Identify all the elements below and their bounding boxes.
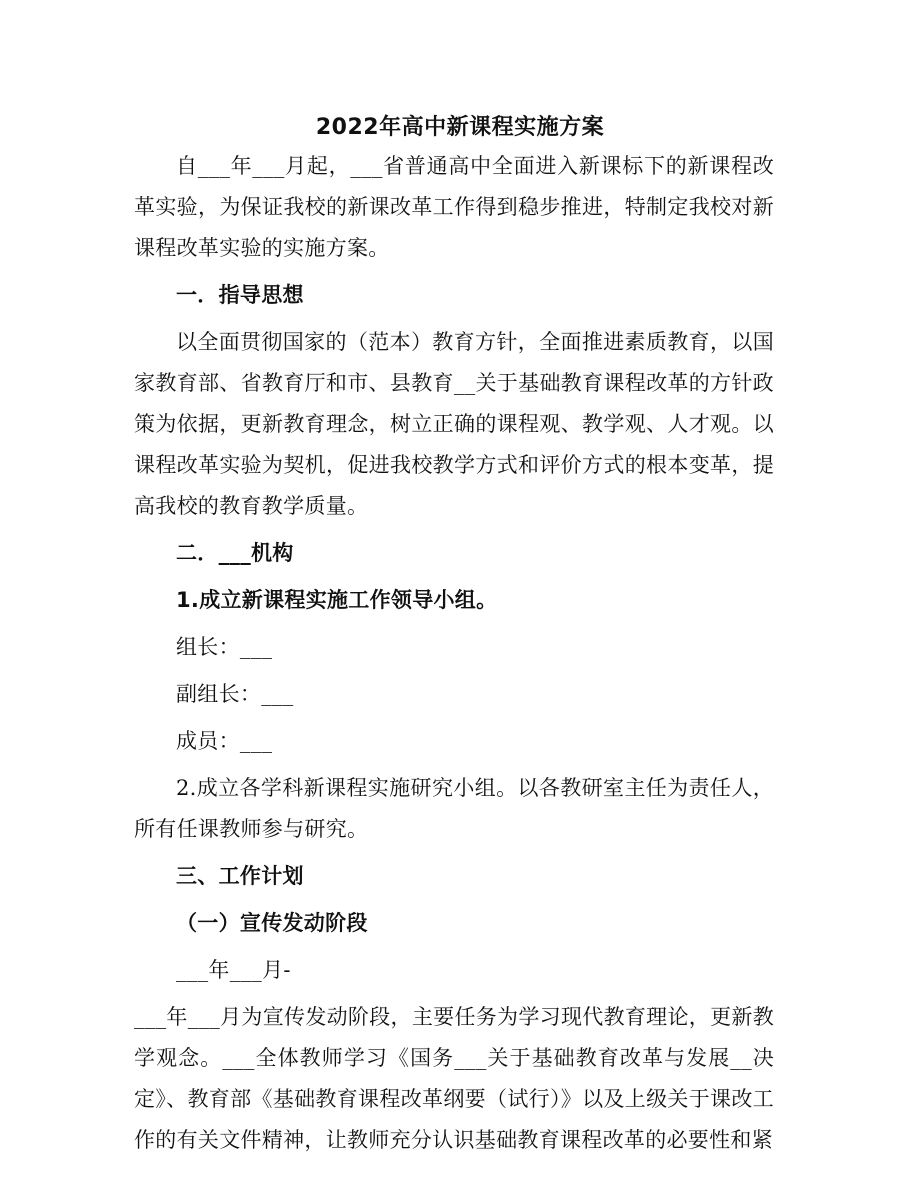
stage-1-paragraph: ___年___月为宣传发动阶段，主要任务为学习现代教育理论，更新教学观念。___全体教师学习《国务___关于基础教育改革与发展__决定》、教育部《基础教育课程改革纲要（试行）》以及上级关于课改工作的有关文件精神，让教师充分认识基础教育课程改革的必要性和紧: [134, 1005, 774, 1152]
stage-1-date: ___年___月-: [176, 958, 291, 982]
section-3-heading: 三、工作计划: [176, 864, 304, 888]
section-2-heading: 二．___机构: [176, 541, 294, 565]
section-1-heading: 一．指导思想: [176, 283, 304, 307]
section-2-item-2: 2.成立各学科新课程实施研究小组。以各教研室主任为责任人，所有任课教师参与研究。: [134, 776, 774, 841]
leader-line: 组长：___: [176, 635, 273, 659]
intro-paragraph: 自___年___月起，___省普通高中全面进入新课标下的新课程改革实验，为保证我校的新课改革工作得到稳步推进，特制定我校对新课程改革实验的实施方案。: [134, 154, 774, 260]
section-2-item-1: 1.成立新课程实施工作领导小组。: [176, 588, 498, 612]
members-line: 成员：___: [176, 729, 273, 753]
vice-leader-line: 副组长：___: [176, 682, 294, 706]
section-1-paragraph: 以全面贯彻国家的（范本）教育方针，全面推进素质教育，以国家教育部、省教育厅和市、县教育__关于基础教育课程改革的方针政策为依据，更新教育理念，树立正确的课程观、教学观、人才观。以课程改革实验为契机，促进我校教学方式和评价方式的根本变革，提高我校的教育教学质量。: [134, 330, 774, 518]
stage-1-heading: （一）宣传发动阶段: [176, 911, 368, 935]
document-title: 2022年高中新课程实施方案: [315, 115, 605, 140]
document-body: [134, 146, 774, 1161]
